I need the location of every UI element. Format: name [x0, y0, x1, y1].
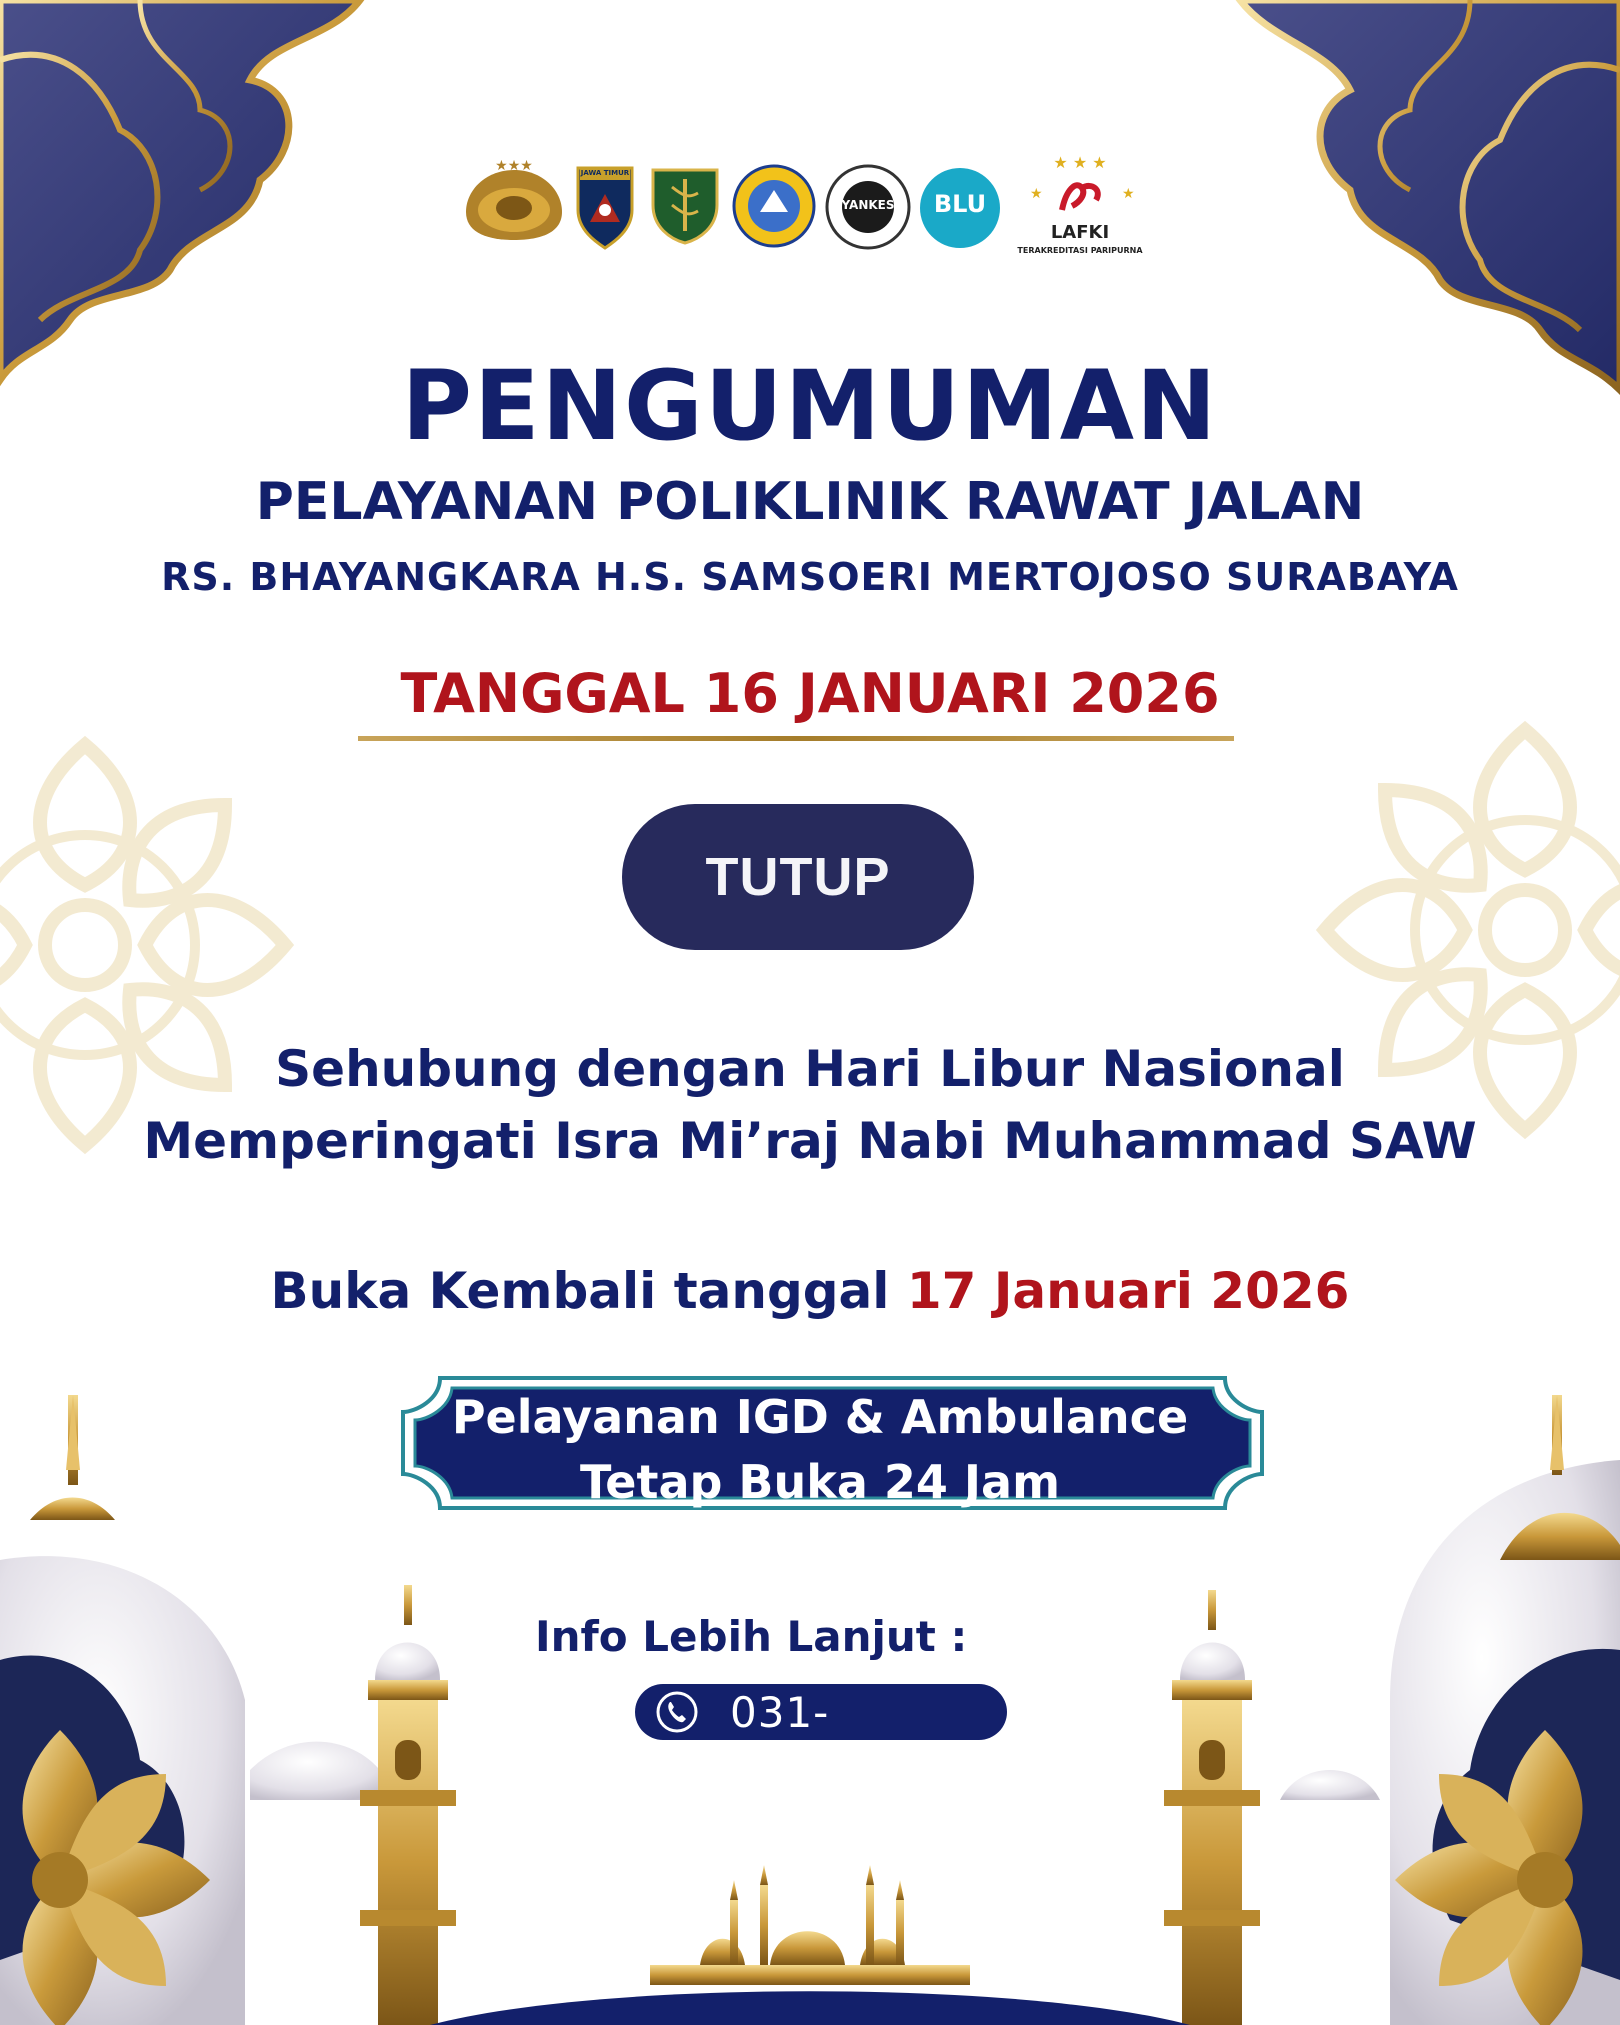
phone-number[interactable]: 031-8292227 — [730, 1688, 925, 1786]
closure-date: TANGGAL 16 JANUARI 2026 — [400, 662, 1220, 725]
igd-service-line-2: Tetap Buka 24 Jam — [579, 1455, 1060, 1509]
date-underline-divider — [358, 736, 1234, 741]
top-left-corner-ornament — [0, 0, 360, 380]
rs-bhayangkara-circle-logo — [732, 164, 816, 248]
lafki-logo-text: LAFKI — [1050, 222, 1110, 243]
reopen-date: 17 Januari 2026 — [906, 1262, 1350, 1320]
igd-service-line-1: Pelayanan IGD & Ambulance — [451, 1390, 1189, 1444]
jawa-timur-police-badge-logo — [574, 160, 636, 250]
service-subtitle: PELAYANAN POLIKLINIK RAWAT JALAN — [255, 472, 1365, 532]
svg-text:★★★: ★★★ — [495, 160, 533, 174]
phone-icon — [655, 1690, 699, 1734]
top-right-corner-ornament — [1240, 0, 1620, 390]
medical-shield-logo — [650, 165, 720, 245]
lafki-accreditation-subtext: TERAKREDITASI PARIPURNA — [1017, 246, 1143, 255]
phone-contact-pill[interactable] — [635, 1684, 1007, 1786]
svg-text:★ ★ ★: ★ ★ ★ — [1053, 153, 1107, 172]
hospital-name: RS. BHAYANGKARA H.S. SAMSOERI MERTOJOSO SURABAYA — [161, 555, 1459, 599]
bottom-skyline-silhouette — [650, 1865, 970, 1985]
closed-status-badge: TUTUP — [622, 804, 974, 950]
holiday-reason-line-1: Sehubung dengan Hari Libur Nasional — [275, 1040, 1345, 1098]
polri-emblem-logo — [462, 160, 566, 244]
reopen-notice — [0, 1262, 1620, 1320]
blu-logo-text: BLU — [933, 190, 987, 218]
svg-text:★: ★ — [1030, 186, 1043, 202]
svg-text:★: ★ — [1122, 186, 1135, 202]
page-title: PENGUMUMAN — [401, 350, 1219, 462]
blu-logo — [920, 168, 1000, 248]
info-label: Info Lebih Lanjut : — [535, 1612, 968, 1661]
holiday-reason-line-2: Memperingati Isra Mi’raj Nabi Muhammad SAW — [143, 1112, 1477, 1170]
yankes-logo — [825, 164, 911, 250]
reopen-prefix: Buka Kembali tanggal — [270, 1262, 907, 1320]
bottom-navy-band — [430, 1991, 1190, 2025]
lafki-accreditation-logo — [1010, 150, 1150, 260]
jawa-timur-badge-text: JAWA TIMUR — [580, 169, 630, 177]
yankes-logo-text: YANKES — [841, 198, 895, 212]
